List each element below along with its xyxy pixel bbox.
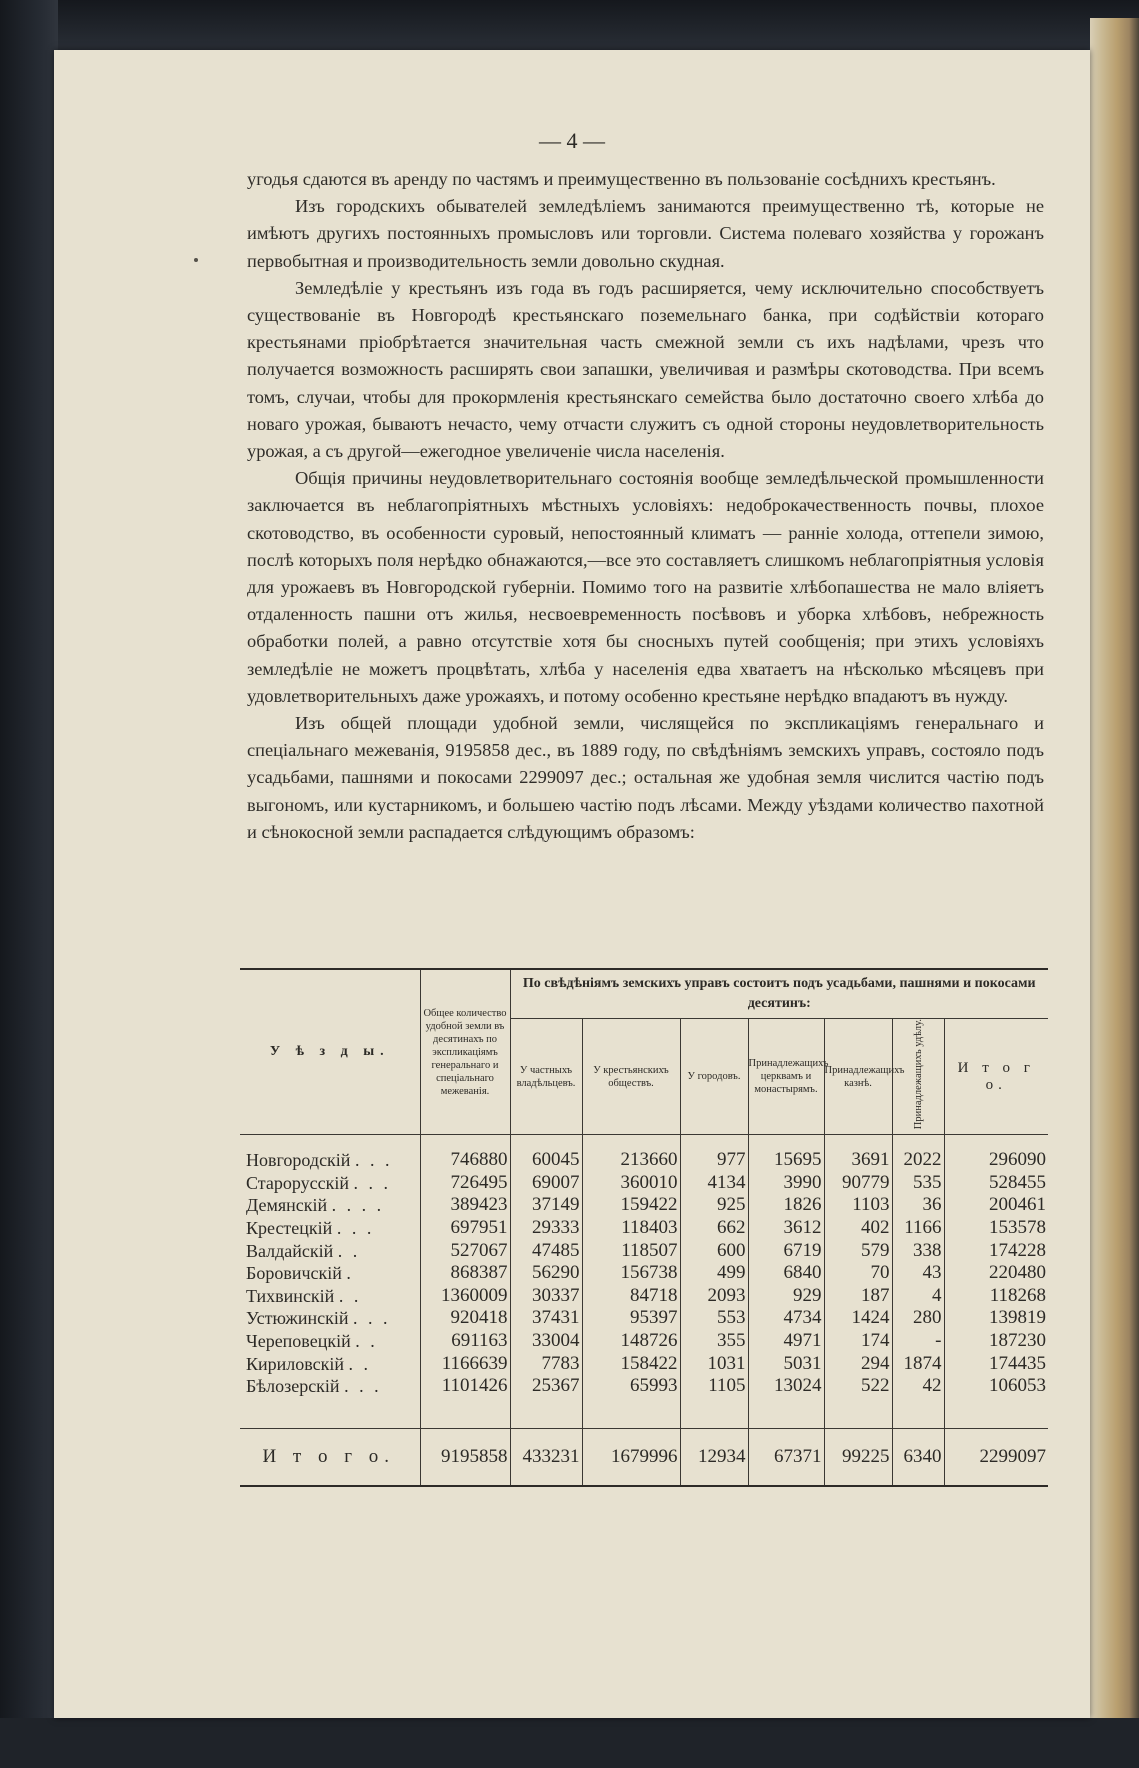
table-spacer-row xyxy=(240,1135,1048,1150)
totals-udel: 6340 xyxy=(892,1428,944,1486)
header-state-lands: Принадлежащихъ казнѣ. xyxy=(824,1019,892,1135)
cell-peasant: 213660 xyxy=(582,1149,680,1172)
cell-private: 37431 xyxy=(510,1307,582,1330)
cell-private: 47485 xyxy=(510,1240,582,1263)
totals-total-land: 9195858 xyxy=(420,1428,510,1486)
cell-itogo: 200461 xyxy=(944,1194,1048,1217)
cell-peasant: 156738 xyxy=(582,1262,680,1285)
cell-peasant: 118403 xyxy=(582,1217,680,1240)
district-name: Валдайскій xyxy=(246,1240,334,1261)
page-number: — 4 — xyxy=(539,128,605,153)
district-name: Тихвинскій xyxy=(246,1285,335,1306)
cell-state: 70 xyxy=(824,1262,892,1285)
table-row xyxy=(240,1194,1048,1217)
cell-total-land: 868387 xyxy=(420,1262,510,1285)
cell-private: 37149 xyxy=(510,1194,582,1217)
totals-state: 99225 xyxy=(824,1428,892,1486)
cell-towns: 925 xyxy=(680,1194,748,1217)
cell-total-land: 389423 xyxy=(420,1194,510,1217)
table-row xyxy=(240,1262,1048,1285)
totals-label: И т о г о. xyxy=(240,1428,420,1486)
cell-church: 4734 xyxy=(748,1307,824,1330)
leader-dots: . . xyxy=(348,1353,372,1374)
cell-church: 4971 xyxy=(748,1330,824,1353)
totals-itogo: 2299097 xyxy=(944,1428,1048,1486)
district-name: Боровичскій xyxy=(246,1263,342,1284)
header-uezdy: У ѣ з д ы. xyxy=(240,969,420,1135)
totals-row xyxy=(240,1428,1048,1486)
totals-church: 67371 xyxy=(748,1428,824,1486)
cell-state: 1103 xyxy=(824,1194,892,1217)
district-cell xyxy=(240,1353,420,1376)
adjacent-page-edge xyxy=(1090,18,1139,1718)
cell-itogo: 220480 xyxy=(944,1262,1048,1285)
cell-udel: - xyxy=(892,1330,944,1353)
cell-total-land: 1360009 xyxy=(420,1285,510,1308)
cell-private: 56290 xyxy=(510,1262,582,1285)
totals-peasant: 1679996 xyxy=(582,1428,680,1486)
cell-church: 13024 xyxy=(748,1375,824,1398)
cell-total-land: 697951 xyxy=(420,1217,510,1240)
header-private-owners: У частныхъ владѣльцевъ. xyxy=(510,1019,582,1135)
paragraph: Изъ городскихъ обывателей земледѣліемъ занимаются преимущественно тѣ, которые не имѣютъ другихъ постоянныхъ промысловъ или торговли. Система полеваго хозяйства у горожанъ первобытная и производительность земли довольно скудная. xyxy=(247,196,1044,271)
cell-udel: 36 xyxy=(892,1194,944,1217)
cell-state: 174 xyxy=(824,1330,892,1353)
cell-state: 579 xyxy=(824,1240,892,1263)
cell-itogo: 106053 xyxy=(944,1375,1048,1398)
totals-towns: 12934 xyxy=(680,1428,748,1486)
cell-udel: 280 xyxy=(892,1307,944,1330)
leader-dots: . . xyxy=(355,1330,378,1351)
cell-udel: 42 xyxy=(892,1375,944,1398)
paragraph: Земледѣліе у крестьянъ изъ года въ годъ расширяется, чему исключительно способствуетъ существованіе въ Новгородѣ крестьянскаго поземельнаго банка, при содѣйствіи котораго крестьянами пріобрѣтается значительная часть смежной земли съ ихъ надѣлами, чрезъ что получается возможность расширять свои запашки, увеличивая и размѣры скотоводства. При всемъ томъ, случаи, чтобы для прокормленія крестьянскаго семейства было достаточно своего хлѣба до новаго урожая, бываютъ нечасто, чему отчасти служитъ съ одной стороны неудовлетворительность урожая, а съ другой—ежегодное увеличеніе числа населенія. xyxy=(247,277,1044,462)
district-cell xyxy=(240,1149,420,1172)
paragraph: Изъ общей площади удобной земли, числящейся по экспликаціямъ генеральнаго и спеціальнаго межеванія, 9195858 дес., въ 1889 году, по свѣдѣніямъ земскихъ управъ, состояло подъ усадьбами, пашнями и покосами 2299097 дес.; остальная же удобная земля числится частію подъ выгономъ, или кустарникомъ, и большею частію подъ лѣсами. Между уѣздами количество пахотной и сѣнокосной земли распадается слѣдующимъ образомъ: xyxy=(247,713,1044,842)
paragraph: Общія причины неудовлетворительнаго состоянія вообще земледѣльческой промышленности заключается въ неблагопріятныхъ мѣстныхъ условіяхъ: недоброкачественность почвы, плохое скотоводство, въ особенности суровый, непостоянный климатъ — ранніе холода, оттепели зимою, послѣ которыхъ поля нерѣдко обнажаются,—все это составляетъ слишкомъ неблагопріятныя условія для урожаевъ въ Новгородской губерніи. Помимо того на развитіе хлѣбопашества не мало вліяетъ отдаленность пашни отъ жилья, несвоевременность посѣвовъ и уборка хлѣбовъ, небрежность обработки полей, а равно отсутствіе хотя бы сносныхъ путей сообщенія; при этихъ условіяхъ земледѣліе не можетъ процвѣтать, хлѣба у населенія едва хватаетъ на нѣсколько мѣсяцевъ при удовлетворительныхъ даже урожаяхъ, и потому особенно крестьяне нерѣдко впадаютъ въ нужду. xyxy=(247,468,1044,706)
cell-total-land: 1101426 xyxy=(420,1375,510,1398)
district-cell xyxy=(240,1307,420,1330)
table-row xyxy=(240,1330,1048,1353)
district-cell xyxy=(240,1217,420,1240)
cell-peasant: 118507 xyxy=(582,1240,680,1263)
table-body xyxy=(240,1135,1048,1429)
district-name: Новгородскій xyxy=(246,1150,351,1171)
table-row xyxy=(240,1240,1048,1263)
cell-peasant: 148726 xyxy=(582,1330,680,1353)
district-name: Крестецкій xyxy=(246,1217,333,1238)
district-name: Бѣлозерскій xyxy=(246,1376,340,1397)
header-towns: У городовъ. xyxy=(680,1019,748,1135)
leader-dots: . . . xyxy=(336,1217,375,1238)
table-row xyxy=(240,1353,1048,1376)
ink-spot xyxy=(194,258,198,262)
leader-dots: . xyxy=(346,1263,354,1284)
cell-itogo: 174435 xyxy=(944,1353,1048,1376)
cell-total-land: 726495 xyxy=(420,1172,510,1195)
cell-towns: 499 xyxy=(680,1262,748,1285)
header-church-lands: Принадлежащихъ церквамъ и монастырямъ. xyxy=(748,1019,824,1135)
scan-background-left xyxy=(0,0,58,1718)
table-spacer-row xyxy=(240,1398,1048,1429)
district-name: Череповецкій xyxy=(246,1330,351,1351)
cell-church: 6719 xyxy=(748,1240,824,1263)
cell-udel: 4 xyxy=(892,1285,944,1308)
cell-towns: 662 xyxy=(680,1217,748,1240)
cell-itogo: 139819 xyxy=(944,1307,1048,1330)
cell-total-land: 527067 xyxy=(420,1240,510,1263)
cell-peasant: 158422 xyxy=(582,1353,680,1376)
cell-church: 15695 xyxy=(748,1149,824,1172)
district-cell xyxy=(240,1172,420,1195)
cell-state: 294 xyxy=(824,1353,892,1376)
cell-towns: 4134 xyxy=(680,1172,748,1195)
table-row xyxy=(240,1149,1048,1172)
leader-dots: . . xyxy=(338,1285,362,1306)
district-cell xyxy=(240,1194,420,1217)
header-group: По свѣдѣніямъ земскихъ управъ состоитъ подъ усадьбами, пашнями и покосами десятинъ: xyxy=(510,969,1048,1019)
paragraph: угодья сдаются въ аренду по частямъ и преимущественно въ пользованіе сосѣднихъ крестьянъ. xyxy=(247,169,996,189)
cell-total-land: 691163 xyxy=(420,1330,510,1353)
cell-itogo: 528455 xyxy=(944,1172,1048,1195)
cell-church: 3612 xyxy=(748,1217,824,1240)
table-row xyxy=(240,1285,1048,1308)
cell-towns: 553 xyxy=(680,1307,748,1330)
district-cell xyxy=(240,1285,420,1308)
cell-private: 69007 xyxy=(510,1172,582,1195)
cell-peasant: 84718 xyxy=(582,1285,680,1308)
cell-itogo: 174228 xyxy=(944,1240,1048,1263)
leader-dots: . . . xyxy=(354,1150,393,1171)
district-name: Кириловскій xyxy=(246,1353,345,1374)
cell-church: 5031 xyxy=(748,1353,824,1376)
cell-church: 1826 xyxy=(748,1194,824,1217)
cell-private: 33004 xyxy=(510,1330,582,1353)
cell-towns: 355 xyxy=(680,1330,748,1353)
cell-total-land: 1166639 xyxy=(420,1353,510,1376)
header-udel-cell xyxy=(892,1019,944,1135)
cell-peasant: 159422 xyxy=(582,1194,680,1217)
header-peasant-communities: У крестьянскихъ обществъ. xyxy=(582,1019,680,1135)
cell-private: 29333 xyxy=(510,1217,582,1240)
table-row xyxy=(240,1307,1048,1330)
cell-udel: 2022 xyxy=(892,1149,944,1172)
cell-state: 3691 xyxy=(824,1149,892,1172)
cell-udel: 535 xyxy=(892,1172,944,1195)
table-row xyxy=(240,1217,1048,1240)
cell-total-land: 920418 xyxy=(420,1307,510,1330)
cell-towns: 977 xyxy=(680,1149,748,1172)
leader-dots: . . xyxy=(337,1240,361,1261)
land-use-table xyxy=(240,968,1048,1487)
cell-state: 402 xyxy=(824,1217,892,1240)
cell-total-land: 746880 xyxy=(420,1149,510,1172)
cell-private: 60045 xyxy=(510,1149,582,1172)
leader-dots: . . . xyxy=(353,1172,391,1193)
header-total-land: Общее количество удобной земли въ десятинахъ по экспликаціямъ генеральнаго и спеціальнаго межеванія. xyxy=(420,969,510,1135)
cell-church: 929 xyxy=(748,1285,824,1308)
cell-towns: 2093 xyxy=(680,1285,748,1308)
cell-itogo: 296090 xyxy=(944,1149,1048,1172)
cell-church: 6840 xyxy=(748,1262,824,1285)
header-udel: Принадлежащихъ удѣлу. xyxy=(912,1019,924,1130)
document-page xyxy=(54,50,1090,1718)
cell-private: 25367 xyxy=(510,1375,582,1398)
cell-udel: 1874 xyxy=(892,1353,944,1376)
district-name: Старорусскій xyxy=(246,1172,349,1193)
cell-peasant: 65993 xyxy=(582,1375,680,1398)
table-row xyxy=(240,1375,1048,1398)
cell-private: 7783 xyxy=(510,1353,582,1376)
body-text xyxy=(247,166,1044,846)
cell-state: 1424 xyxy=(824,1307,892,1330)
cell-udel: 1166 xyxy=(892,1217,944,1240)
cell-udel: 43 xyxy=(892,1262,944,1285)
cell-udel: 338 xyxy=(892,1240,944,1263)
leader-dots: . . . . xyxy=(331,1195,385,1216)
cell-towns: 1031 xyxy=(680,1353,748,1376)
district-cell xyxy=(240,1330,420,1353)
cell-towns: 600 xyxy=(680,1240,748,1263)
district-name: Демянскій xyxy=(246,1195,328,1216)
cell-state: 187 xyxy=(824,1285,892,1308)
cell-peasant: 360010 xyxy=(582,1172,680,1195)
district-cell xyxy=(240,1240,420,1263)
district-name: Устюжинскій xyxy=(246,1308,349,1329)
leader-dots: . . . xyxy=(344,1376,382,1397)
totals-private: 433231 xyxy=(510,1428,582,1486)
scan-background-top xyxy=(0,0,1139,52)
cell-towns: 1105 xyxy=(680,1375,748,1398)
cell-state: 522 xyxy=(824,1375,892,1398)
leader-dots: . . . xyxy=(353,1308,391,1329)
cell-peasant: 95397 xyxy=(582,1307,680,1330)
header-itogo: И т о г о. xyxy=(944,1019,1048,1135)
table-row xyxy=(240,1172,1048,1195)
district-cell xyxy=(240,1262,420,1285)
cell-itogo: 153578 xyxy=(944,1217,1048,1240)
district-cell xyxy=(240,1375,420,1398)
cell-itogo: 187230 xyxy=(944,1330,1048,1353)
cell-state: 90779 xyxy=(824,1172,892,1195)
cell-itogo: 118268 xyxy=(944,1285,1048,1308)
cell-church: 3990 xyxy=(748,1172,824,1195)
cell-private: 30337 xyxy=(510,1285,582,1308)
